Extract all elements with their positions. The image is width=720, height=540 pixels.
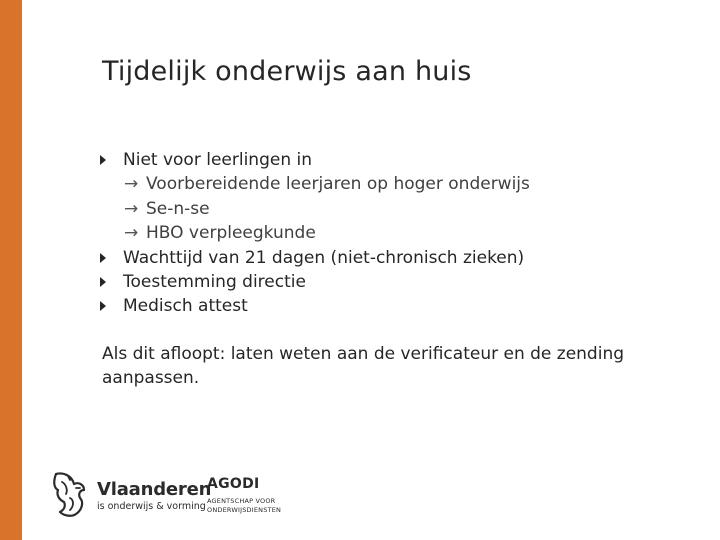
note-paragraph: Als dit afloopt: laten weten aan de verificateur en de zending aanpassen. <box>102 344 625 388</box>
arrow-right-icon: → <box>124 174 139 194</box>
agodi-brand-name: AGODI <box>207 476 260 492</box>
triangle-bullet-icon <box>100 253 106 263</box>
sub-item-text: Voorbereidende leerjaren op hoger onderwijs <box>146 174 530 194</box>
bullet-text: Medisch attest <box>123 295 248 316</box>
vlaanderen-brand-subtitle: is onderwijs & vorming <box>97 501 206 512</box>
triangle-bullet-icon <box>100 155 106 165</box>
triangle-bullet-icon <box>100 277 106 287</box>
vlaanderen-brand-name: Vlaanderen <box>97 479 212 500</box>
triangle-bullet-icon <box>100 301 106 311</box>
agodi-brand-subtitle: AGENTSCHAP VOOR ONDERWIJSDIENSTEN <box>207 497 282 514</box>
bullet-text: Toestemming directie <box>123 271 306 292</box>
arrow-right-icon: → <box>124 198 139 219</box>
slide-title: Tijdelijk onderwijs aan huis <box>102 56 472 87</box>
bullet-text: Niet voor leerlingen in <box>123 150 313 170</box>
flemish-lion-logo-icon <box>50 470 90 520</box>
arrow-right-icon: → <box>124 223 139 243</box>
accent-sidebar-strip <box>0 0 22 540</box>
bullet-text: Wachttijd van 21 dagen (niet-chronisch zieken) <box>123 247 525 268</box>
sub-item-text: HBO verpleegkunde <box>146 223 316 243</box>
sub-item-text: Se-n-se <box>146 198 210 219</box>
footer-logos <box>50 466 300 526</box>
